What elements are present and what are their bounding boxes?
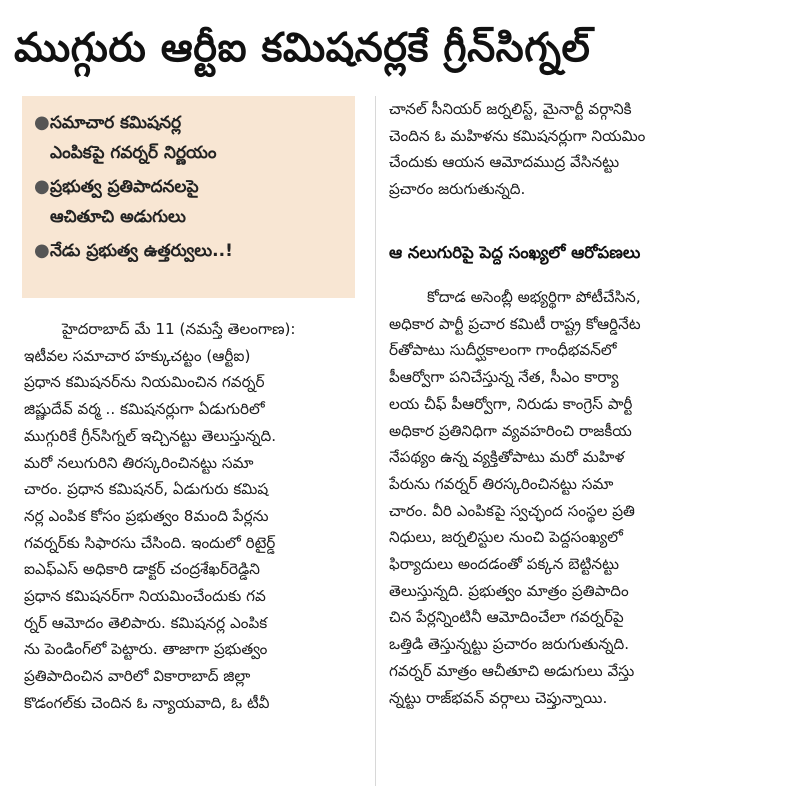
subheading: ఆ నలుగురిపై పెద్ద సంఖ్యలో ఆరోపణలు — [389, 243, 641, 262]
highlights-box — [22, 96, 355, 298]
bullet-icon: ● — [34, 240, 50, 261]
text-line: న్నట్టు రాజ్‌భవన్ వర్గాలు చెప్తున్నాయి. — [389, 688, 608, 707]
text-line: అధికార ప్రతినిధిగా వ్యవహరించి రాజకీయ — [389, 421, 632, 440]
text-line: ప్రచారం జరుగుతున్నది. — [389, 180, 526, 199]
highlight-line: సమాచార కమిషనర్ల — [50, 113, 182, 133]
dateline: హైదరాబాద్ మే 11 (నమస్తే తెలంగాణ): — [62, 320, 296, 338]
highlight-line: ఆచితూచి అడుగులు — [50, 207, 186, 227]
text-line: నేపథ్యం ఉన్న వ్యక్తితోపాటు మరో మహిళ — [389, 448, 625, 467]
text-line: ఇటీవల సమాచార హక్కుచట్టం (ఆర్టీఐ) — [24, 346, 251, 365]
text-line: పీఆర్వోగా పనిచేస్తున్న నేత, సీఎం కార్యా — [389, 368, 619, 387]
highlight-item — [34, 236, 345, 266]
text-line: లయ చీఫ్ పీఆర్వోగా, నిరుడు కాంగ్రెస్ పార్టీ — [389, 394, 633, 413]
text-line: నిధులు, జర్నలిస్టుల నుంచి పెద్దసంఖ్యలో — [389, 528, 623, 547]
text-line: చారం. ప్రధాన కమిషనర్, ఏడుగురు కమిష — [24, 480, 269, 499]
article-column-left — [24, 316, 372, 717]
text-line: చెందిన ఓ మహిళను కమిషనర్లుగా నియమిం — [389, 126, 646, 145]
text-line: ఫిర్యాదులు అందడంతో పక్కన బెట్టినట్టు — [389, 555, 620, 574]
text-line: చారం. వీరి ఎంపికపై స్వచ్ఛంద సంస్థల ప్రతి — [389, 501, 635, 520]
article-column-right-top — [389, 96, 781, 203]
highlight-line: ఎంపికపై గవర్నర్ నిర్ణయం — [50, 143, 217, 163]
text-line: ప్రధాన కమిషనర్‌ను నియమించిన గవర్నర్ — [24, 373, 265, 392]
text-line: అధికార పార్టీ ప్రచార కమిటీ రాష్ట్ర కోఆర్డినేట — [389, 314, 641, 333]
headline: ముగ్గురు ఆర్టీఐ కమిషనర్లకే గ్రీన్‌సిగ్నల్ — [14, 25, 591, 71]
text-line: నర్ల ఎంపిక కోసం ప్రభుత్వం 8మంది పేర్లను — [24, 506, 269, 525]
text-line: జిష్ణుదేవ్ వర్మ .. కమిషనర్లుగా ఏడుగురిలో — [24, 400, 265, 419]
text-line: ను పెండింగ్‌లో పెట్టారు. తాజాగా ప్రభుత్వం — [24, 640, 268, 659]
text-line: మరో నలుగురిని తిరస్కరించినట్టు సమా — [24, 453, 254, 472]
article-column-right-bottom — [389, 284, 781, 711]
column-divider — [375, 96, 376, 786]
highlight-item — [34, 108, 345, 168]
text-line: కొడంగల్‌కు చెందిన ఓ న్యాయవాది, ఓ టీవీ — [24, 693, 270, 712]
bullet-icon: ● — [34, 176, 50, 197]
text-line: పేరును గవర్నర్ తిరస్కరించినట్టు సమా — [389, 474, 614, 493]
text-line: చానల్ సీనియర్ జర్నలిస్ట్, మైనార్టీ వర్గానికి — [389, 100, 632, 118]
text-line: గవర్నర్ మాత్రం ఆచీతూచి అడుగులు వేస్తు — [389, 661, 635, 680]
text-line: చేందుకు ఆయన ఆమోదముద్ర వేసినట్టు — [389, 153, 620, 172]
highlight-line: నేడు ప్రభుత్వ ఉత్తర్వులు..! — [50, 241, 233, 261]
text-line: గవర్నర్‌కు సిఫారసు చేసింది. ఇందులో రిటైర్డ్ — [24, 533, 276, 552]
text-line: కోదాడ అసెంబ్లీ అభ్యర్థిగా పోటీచేసిన, — [427, 288, 641, 306]
text-line: ఐఎఫ్‌ఎస్ అధికారి డాక్టర్ చంద్రశేఖర్‌రెడ్డిని — [24, 560, 260, 579]
highlight-item — [34, 172, 345, 232]
text-line: ర్నర్ ఆమోదం తెలిపారు. కమిషనర్ల ఎంపిక — [24, 613, 268, 632]
text-line: ప్రతిపాదించిన వారిలో వికారాబాద్ జిల్లా — [24, 667, 251, 686]
bullet-icon: ● — [34, 112, 50, 133]
text-line: తెలుస్తున్నది. ప్రభుత్వం మాత్రం ప్రతిపాదిం — [389, 581, 629, 600]
highlight-line: ప్రభుత్వ ప్రతిపాదనలపై — [50, 177, 199, 197]
text-line: ర్‌తోపాటు సుదీర్ఘకాలంగా గాంధీభవన్‌లో — [389, 341, 617, 360]
text-line: చిన పేర్లన్నింటినీ ఆమోదించేలా గవర్నర్‌పై — [389, 608, 624, 627]
text-line: ఒత్తిడి తెస్తున్నట్టు ప్రచారం జరుగుతున్నది. — [389, 635, 630, 654]
text-line: ముగ్గురికే గ్రీన్‌సిగ్నల్ ఇచ్చినట్టు తెలుస్తున్నది. — [24, 426, 277, 445]
text-line: ప్రధాన కమిషనర్‌గా నియమించేందుకు గవ — [24, 587, 266, 606]
